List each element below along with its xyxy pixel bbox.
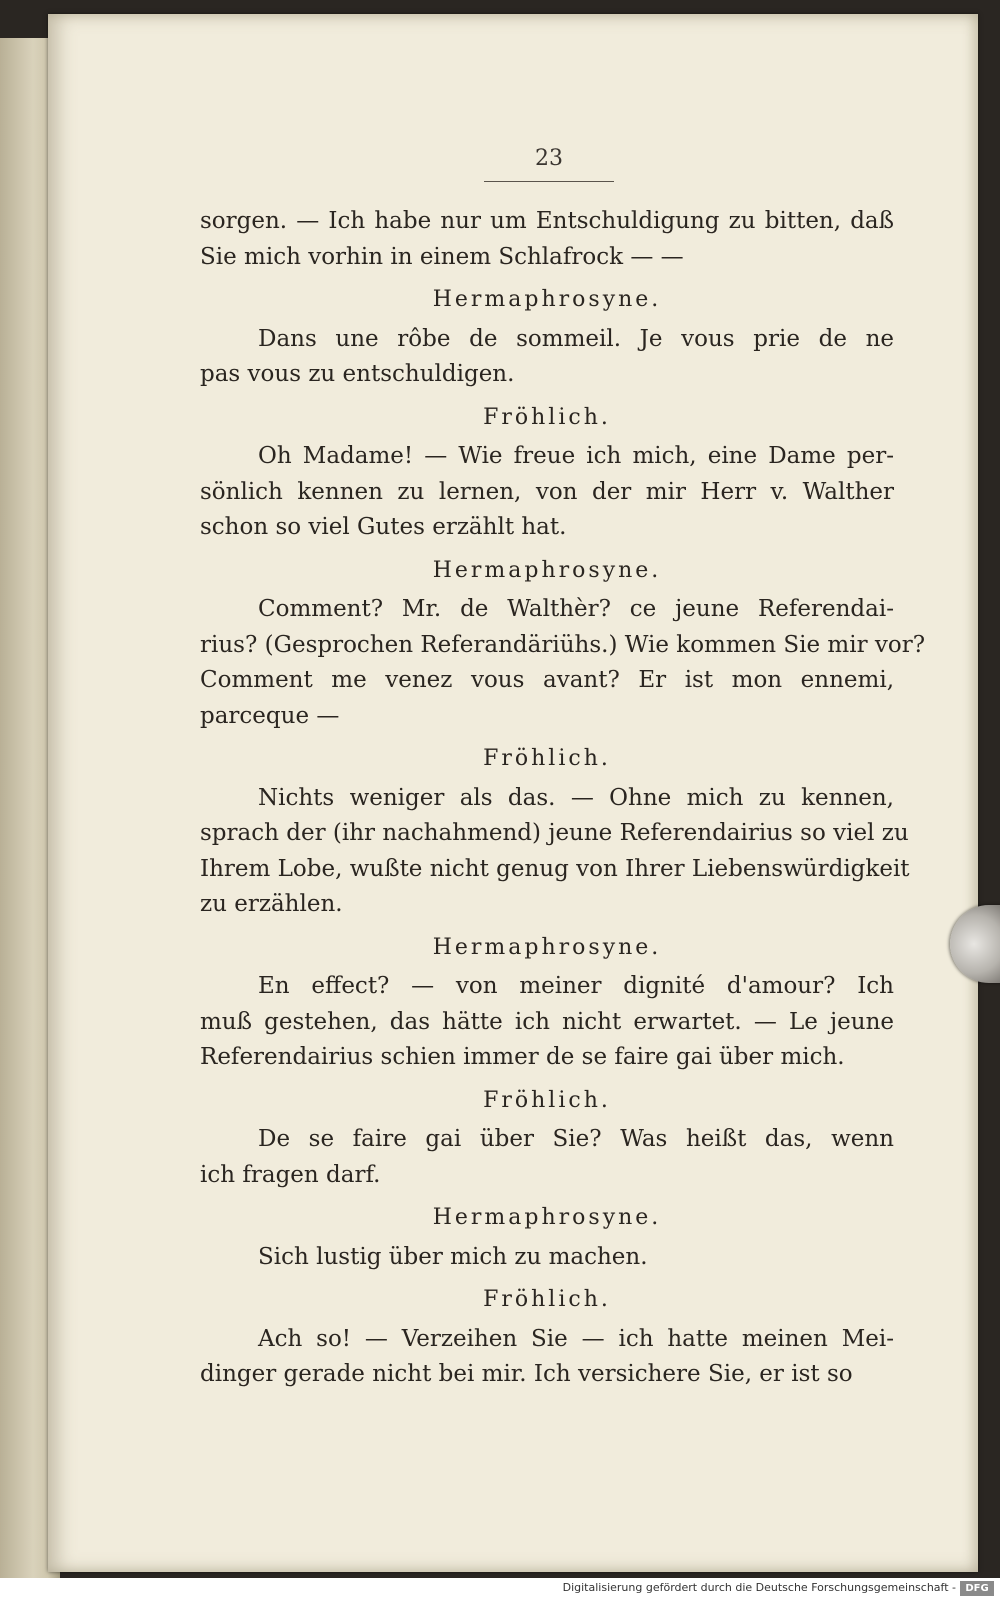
book-page	[48, 14, 978, 1572]
text-line: sorgen. — Ich habe nur um Entschuldigung zu bitten, daß	[200, 208, 894, 234]
page-number-rule	[484, 181, 614, 182]
footer-credit: Digitalisierung gefördert durch die Deutsche Forschungsgemeinschaft -	[562, 1581, 956, 1594]
text-line: parceque —	[200, 702, 340, 729]
dialogue-paragraph	[200, 439, 894, 546]
dialogue-paragraph	[200, 1122, 894, 1193]
page-number: 23	[535, 146, 563, 171]
text-line: Dans une rôbe de sommeil. Je vous prie de ne	[258, 325, 894, 352]
text-line: Ach so! — Verzeihen Sie — ich hatte meinen Mei-	[258, 1325, 894, 1352]
dialogue-paragraph	[200, 322, 894, 393]
speaker-heading: Hermaphrosyne.	[432, 934, 662, 960]
speaker-heading: Fröhlich.	[483, 1287, 611, 1312]
text-line: Oh Madame! — Wie freue ich mich, eine Dame per-	[258, 443, 894, 469]
dialogue-paragraph	[200, 204, 894, 275]
text-line: muß gestehen, das hätte ich nicht erwartet. — Le jeune	[200, 1008, 894, 1035]
text-line: schon so viel Gutes erzählt hat.	[200, 514, 567, 540]
text-line: sönlich kennen zu lernen, von der mir Herr v. Walther	[200, 478, 894, 505]
text-line: Comment me venez vous avant? Er ist mon ennemi,	[200, 667, 894, 693]
speaker-heading: Hermaphrosyne.	[432, 1205, 662, 1230]
dfg-logo: DFG	[960, 1581, 994, 1596]
text-line: zu erzählen.	[200, 891, 343, 917]
page-text	[200, 204, 926, 1393]
text-line: sprach der (ihr nachahmend) jeune Referendairius so viel zu	[200, 820, 909, 846]
text-line: Referendairius schien immer de se faire gai über mich.	[200, 1044, 845, 1070]
text-line: dinger gerade nicht bei mir. Ich versichere Sie, er ist so	[200, 1361, 853, 1387]
text-line: ich fragen darf.	[200, 1161, 381, 1188]
dialogue-paragraph	[200, 781, 910, 923]
dialogue-paragraph	[200, 1322, 894, 1393]
text-line: Nichts weniger als das. — Ohne mich zu kennen,	[258, 784, 894, 811]
text-line: pas vous zu entschuldigen.	[200, 361, 515, 387]
speaker-heading: Fröhlich.	[483, 1087, 611, 1113]
speaker-heading: Hermaphrosyne.	[432, 557, 662, 583]
dialogue-paragraph	[200, 592, 926, 734]
text-line: En effect? — von meiner dignité d'amour? Ich	[258, 973, 894, 999]
text-line: Sie mich vorhin in einem Schlafrock — —	[200, 243, 684, 270]
text-line: Ihrem Lobe, wußte nicht genug von Ihrer Liebenswürdigkeit	[200, 855, 910, 882]
text-line: Sich lustig über mich zu machen.	[258, 1243, 648, 1270]
text-line: rius? (Gesprochen Referandäriühs.) Wie kommen Sie mir vor?	[200, 631, 926, 658]
footer-bar	[0, 1578, 1000, 1600]
speaker-heading: Fröhlich.	[483, 404, 611, 430]
text-line: De se faire gai über Sie? Was heißt das, wenn	[258, 1126, 894, 1152]
dialogue-paragraph	[200, 969, 894, 1076]
dialogue-paragraph	[200, 1240, 894, 1276]
text-line: Comment? Mr. de Walthèr? ce jeune Referendai-	[258, 596, 894, 622]
speaker-heading: Hermaphrosyne.	[432, 287, 662, 312]
speaker-heading: Fröhlich.	[483, 746, 611, 771]
